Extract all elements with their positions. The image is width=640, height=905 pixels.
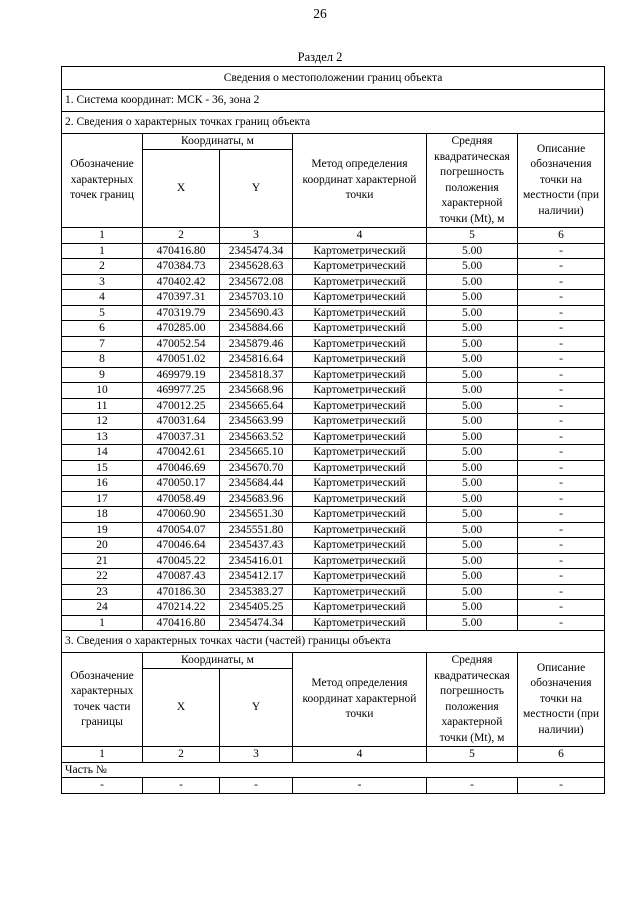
description-cell: - (518, 305, 605, 321)
error-cell: 5.00 (427, 522, 518, 538)
coord-y: 2345651.30 (220, 507, 293, 523)
point-number: 24 (62, 600, 143, 616)
error-cell: 5.00 (427, 274, 518, 290)
method-cell: Картометрический (293, 367, 427, 383)
method-cell: Картометрический (293, 429, 427, 445)
empty-cell: - (427, 778, 518, 794)
description-cell: - (518, 538, 605, 554)
table-row (62, 491, 605, 507)
header-x: X (143, 150, 220, 228)
description-cell: - (518, 600, 605, 616)
description-cell: - (518, 615, 605, 631)
method-cell: Картометрический (293, 243, 427, 259)
point-number: 19 (62, 522, 143, 538)
coord-y: 2345703.10 (220, 290, 293, 306)
coord-y: 2345670.70 (220, 460, 293, 476)
table-row (62, 600, 605, 616)
description-cell: - (518, 336, 605, 352)
point-number: 8 (62, 352, 143, 368)
description-cell: - (518, 398, 605, 414)
col-number: 5 (427, 228, 518, 244)
coord-x: 470285.00 (143, 321, 220, 337)
description-cell: - (518, 352, 605, 368)
error-cell: 5.00 (427, 600, 518, 616)
description-cell: - (518, 321, 605, 337)
method-cell: Картометрический (293, 491, 427, 507)
error-cell: 5.00 (427, 321, 518, 337)
header-y: Y (220, 669, 293, 747)
table-row (62, 274, 605, 290)
header-coords: Координаты, м (143, 653, 293, 669)
part3-header: 3. Сведения о характерных точках части (частей) границы объекта (62, 631, 605, 653)
coord-y: 2345818.37 (220, 367, 293, 383)
coord-y: 2345383.27 (220, 584, 293, 600)
coord-x: 470384.73 (143, 259, 220, 275)
coord-x: 470046.64 (143, 538, 220, 554)
point-number: 17 (62, 491, 143, 507)
col-number: 4 (293, 228, 427, 244)
point-number: 23 (62, 584, 143, 600)
empty-cell: - (143, 778, 220, 794)
point-number: 7 (62, 336, 143, 352)
empty-cell: - (518, 778, 605, 794)
point-number: 6 (62, 321, 143, 337)
header-error: Средняя квадратическая погрешность положения характерной точки (Mt), м (427, 134, 518, 228)
col-number: 4 (293, 747, 427, 763)
method-cell: Картометрический (293, 600, 427, 616)
method-cell: Картометрический (293, 538, 427, 554)
method-cell: Картометрический (293, 476, 427, 492)
method-cell: Картометрический (293, 460, 427, 476)
coord-x: 470416.80 (143, 615, 220, 631)
coord-y: 2345684.44 (220, 476, 293, 492)
point-number: 13 (62, 429, 143, 445)
description-cell: - (518, 460, 605, 476)
coord-y: 2345405.25 (220, 600, 293, 616)
header-method: Метод определения координат характерной точки (293, 653, 427, 747)
table-row (62, 538, 605, 554)
error-cell: 5.00 (427, 569, 518, 585)
description-cell: - (518, 290, 605, 306)
table-row (62, 507, 605, 523)
description-cell: - (518, 259, 605, 275)
coord-y: 2345628.63 (220, 259, 293, 275)
coord-y: 2345668.96 (220, 383, 293, 399)
error-cell: 5.00 (427, 615, 518, 631)
description-cell: - (518, 491, 605, 507)
table-row (62, 569, 605, 585)
coord-x: 470058.49 (143, 491, 220, 507)
error-cell: 5.00 (427, 476, 518, 492)
coord-y: 2345884.66 (220, 321, 293, 337)
part2-header: 2. Сведения о характерных точках границ объекта (62, 112, 605, 134)
coord-x: 470037.31 (143, 429, 220, 445)
col-number: 6 (518, 747, 605, 763)
table-title: Сведения о местоположении границ объекта (62, 67, 605, 90)
method-cell: Картометрический (293, 336, 427, 352)
table-row (62, 367, 605, 383)
point-number: 4 (62, 290, 143, 306)
method-cell: Картометрический (293, 414, 427, 430)
method-cell: Картометрический (293, 615, 427, 631)
method-cell: Картометрический (293, 352, 427, 368)
error-cell: 5.00 (427, 398, 518, 414)
description-cell: - (518, 476, 605, 492)
table-row (62, 383, 605, 399)
error-cell: 5.00 (427, 352, 518, 368)
coord-x: 470186.30 (143, 584, 220, 600)
column-numbers-row (62, 228, 605, 244)
header-description: Описание обозначения точки на местности (при наличии) (518, 653, 605, 747)
point-number: 1 (62, 615, 143, 631)
method-cell: Картометрический (293, 584, 427, 600)
table-row (62, 615, 605, 631)
coord-x: 470319.79 (143, 305, 220, 321)
coord-x: 470031.64 (143, 414, 220, 430)
header-error: Средняя квадратическая погрешность положения характерной точки (Mt), м (427, 653, 518, 747)
coord-x: 470416.80 (143, 243, 220, 259)
table-row (62, 476, 605, 492)
point-number: 2 (62, 259, 143, 275)
coord-y: 2345412.17 (220, 569, 293, 585)
coord-x: 470051.02 (143, 352, 220, 368)
coord-x: 470046.69 (143, 460, 220, 476)
table-row (62, 305, 605, 321)
coord-x: 470012.25 (143, 398, 220, 414)
description-cell: - (518, 569, 605, 585)
error-cell: 5.00 (427, 414, 518, 430)
col-number: 2 (143, 228, 220, 244)
col-number: 6 (518, 228, 605, 244)
table-row (62, 352, 605, 368)
col-number: 1 (62, 228, 143, 244)
method-cell: Картометрический (293, 553, 427, 569)
table-row (62, 336, 605, 352)
table-row (62, 414, 605, 430)
description-cell: - (518, 507, 605, 523)
point-number: 5 (62, 305, 143, 321)
empty-cell: - (220, 778, 293, 794)
point-number: 22 (62, 569, 143, 585)
coord-y: 2345672.08 (220, 274, 293, 290)
error-cell: 5.00 (427, 445, 518, 461)
coord-x: 470050.17 (143, 476, 220, 492)
table-row (62, 321, 605, 337)
table-row (62, 584, 605, 600)
error-cell: 5.00 (427, 367, 518, 383)
boundary-table (61, 66, 605, 794)
coord-y: 2345816.64 (220, 352, 293, 368)
error-cell: 5.00 (427, 259, 518, 275)
method-cell: Картометрический (293, 383, 427, 399)
method-cell: Картометрический (293, 274, 427, 290)
error-cell: 5.00 (427, 243, 518, 259)
error-cell: 5.00 (427, 491, 518, 507)
coord-y: 2345879.46 (220, 336, 293, 352)
table-row (62, 290, 605, 306)
point-number: 9 (62, 367, 143, 383)
method-cell: Картометрический (293, 398, 427, 414)
table-row (62, 553, 605, 569)
empty-cell: - (62, 778, 143, 794)
coord-x: 470087.43 (143, 569, 220, 585)
header-coords: Координаты, м (143, 134, 293, 150)
coord-x: 469977.25 (143, 383, 220, 399)
coord-y: 2345551.80 (220, 522, 293, 538)
error-cell: 5.00 (427, 553, 518, 569)
empty-cell: - (293, 778, 427, 794)
col-number: 5 (427, 747, 518, 763)
coord-y: 2345437.43 (220, 538, 293, 554)
coord-system: 1. Система координат: МСК - 36, зона 2 (62, 90, 605, 112)
col-number: 1 (62, 747, 143, 763)
table-row (62, 243, 605, 259)
coord-y: 2345683.96 (220, 491, 293, 507)
method-cell: Картометрический (293, 259, 427, 275)
coord-y: 2345663.52 (220, 429, 293, 445)
description-cell: - (518, 383, 605, 399)
coord-y: 2345665.64 (220, 398, 293, 414)
coord-x: 470214.22 (143, 600, 220, 616)
description-cell: - (518, 553, 605, 569)
coord-x: 470397.31 (143, 290, 220, 306)
col-number: 3 (220, 228, 293, 244)
error-cell: 5.00 (427, 429, 518, 445)
coord-x: 469979.19 (143, 367, 220, 383)
table-row (62, 460, 605, 476)
point-number: 14 (62, 445, 143, 461)
error-cell: 5.00 (427, 383, 518, 399)
table-row (62, 522, 605, 538)
coord-y: 2345663.99 (220, 414, 293, 430)
column-numbers-row (62, 747, 605, 763)
part-label: Часть № (62, 762, 605, 778)
method-cell: Картометрический (293, 321, 427, 337)
table-row (62, 398, 605, 414)
header-designation: Обозначение характерных точек границ (62, 134, 143, 228)
point-number: 18 (62, 507, 143, 523)
description-cell: - (518, 243, 605, 259)
error-cell: 5.00 (427, 336, 518, 352)
method-cell: Картометрический (293, 522, 427, 538)
method-cell: Картометрический (293, 305, 427, 321)
description-cell: - (518, 414, 605, 430)
header-x: X (143, 669, 220, 747)
coord-y: 2345690.43 (220, 305, 293, 321)
page-number: 26 (313, 6, 327, 21)
description-cell: - (518, 367, 605, 383)
header-y: Y (220, 150, 293, 228)
empty-row (62, 778, 605, 794)
description-cell: - (518, 522, 605, 538)
point-number: 10 (62, 383, 143, 399)
col-number: 2 (143, 747, 220, 763)
coord-x: 470042.61 (143, 445, 220, 461)
coord-y: 2345474.34 (220, 615, 293, 631)
method-cell: Картометрический (293, 507, 427, 523)
header-method: Метод определения координат характерной точки (293, 134, 427, 228)
coord-x: 470054.07 (143, 522, 220, 538)
col-number: 3 (220, 747, 293, 763)
point-number: 11 (62, 398, 143, 414)
error-cell: 5.00 (427, 507, 518, 523)
point-number: 15 (62, 460, 143, 476)
table-row (62, 429, 605, 445)
coord-x: 470045.22 (143, 553, 220, 569)
method-cell: Картометрический (293, 445, 427, 461)
coord-x: 470060.90 (143, 507, 220, 523)
point-number: 21 (62, 553, 143, 569)
section-label: Раздел 2 (297, 50, 343, 64)
point-number: 3 (62, 274, 143, 290)
table-row (62, 445, 605, 461)
coord-y: 2345416.01 (220, 553, 293, 569)
description-cell: - (518, 445, 605, 461)
point-number: 16 (62, 476, 143, 492)
description-cell: - (518, 274, 605, 290)
header-designation-part: Обозначение характерных точек части границы (62, 653, 143, 747)
error-cell: 5.00 (427, 305, 518, 321)
method-cell: Картометрический (293, 290, 427, 306)
method-cell: Картометрический (293, 569, 427, 585)
point-number: 12 (62, 414, 143, 430)
description-cell: - (518, 429, 605, 445)
coord-y: 2345665.10 (220, 445, 293, 461)
coord-x: 470402.42 (143, 274, 220, 290)
error-cell: 5.00 (427, 584, 518, 600)
point-number: 20 (62, 538, 143, 554)
error-cell: 5.00 (427, 538, 518, 554)
coord-y: 2345474.34 (220, 243, 293, 259)
error-cell: 5.00 (427, 460, 518, 476)
description-cell: - (518, 584, 605, 600)
header-description: Описание обозначения точки на местности (при наличии) (518, 134, 605, 228)
error-cell: 5.00 (427, 290, 518, 306)
table-row (62, 259, 605, 275)
coord-x: 470052.54 (143, 336, 220, 352)
point-number: 1 (62, 243, 143, 259)
